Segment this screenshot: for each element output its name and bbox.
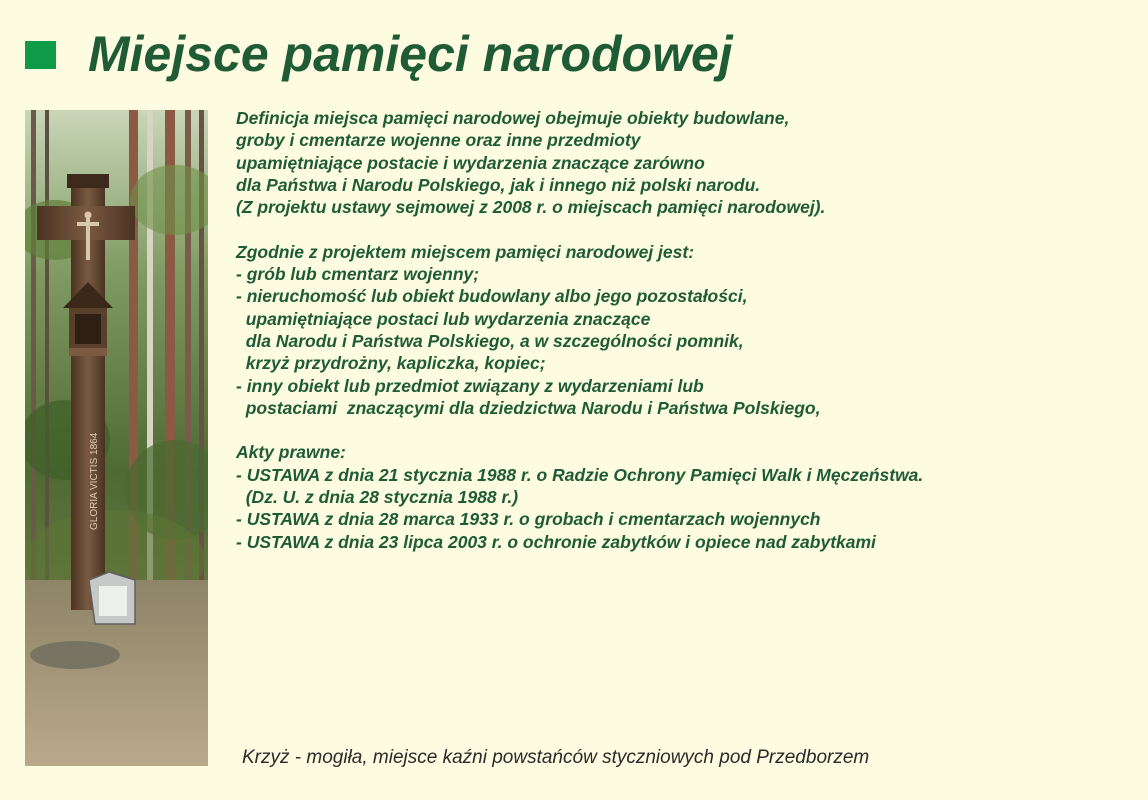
project-list-item: dla Narodu i Państwa Polskiego, a w szczególności pomnik, (236, 330, 744, 351)
cross-inscription: GLORIA VICTIS 1864 (89, 432, 100, 530)
project-list-item: - nieruchomość lub obiekt budowlany albo jego pozostałości, (236, 286, 748, 307)
project-list-item: upamiętniające postaci lub wydarzenia znaczące (236, 308, 651, 329)
acts-list-item: - USTAWA z dnia 28 marca 1933 r. o grobach i cmentarzach wojennych (236, 509, 821, 530)
project-list-item: krzyż przydrożny, kapliczka, kopiec; (236, 353, 546, 374)
paragraph-gap (236, 218, 1136, 240)
paragraph-gap (236, 419, 1136, 441)
project-heading: Zgodnie z projektem miejscem pamięci narodowej jest: (236, 241, 695, 262)
page-title: Miejsce pamięci narodowej (88, 26, 733, 82)
project-list-item: postaciami znaczącymi dla dziedzictwa Narodu i Państwa Polskiego, (236, 397, 821, 418)
acts-list-item: - USTAWA z dnia 21 stycznia 1988 r. o Radzie Ochrony Pamięci Walk i Męczeństwa. (236, 464, 924, 485)
photo-caption: Krzyż - mogiła, miejsce kaźni powstańców styczniowych pod Przedborzem (242, 747, 870, 768)
definition-line: upamiętniające postacie i wydarzenia znaczące zarówno (236, 152, 705, 173)
acts-heading: Akty prawne: (236, 442, 346, 463)
main-text (236, 107, 1136, 553)
project-list-item: - grób lub cmentarz wojenny; (236, 264, 480, 285)
project-list-item: - inny obiekt lub przedmiot związany z wydarzeniami lub (236, 375, 704, 396)
acts-list-item: (Dz. U. z dnia 28 stycznia 1988 r.) (236, 487, 519, 508)
definition-line: dla Państwa i Narodu Polskiego, jak i innego niż polski narodu. (236, 174, 761, 195)
roadside-cross-photo (25, 110, 208, 766)
acts-list-item: - USTAWA z dnia 23 lipca 2003 r. o ochronie zabytków i opiece nad zabytkami (236, 531, 876, 552)
definition-line: groby i cmentarze wojenne oraz inne przedmioty (236, 130, 641, 151)
definition-line: Definicja miejsca pamięci narodowej obejmuje obiekty budowlane, (236, 108, 790, 128)
title-bullet-square (25, 41, 56, 69)
definition-line: (Z projektu ustawy sejmowej z 2008 r. o miejscach pamięci narodowej). (236, 197, 826, 218)
